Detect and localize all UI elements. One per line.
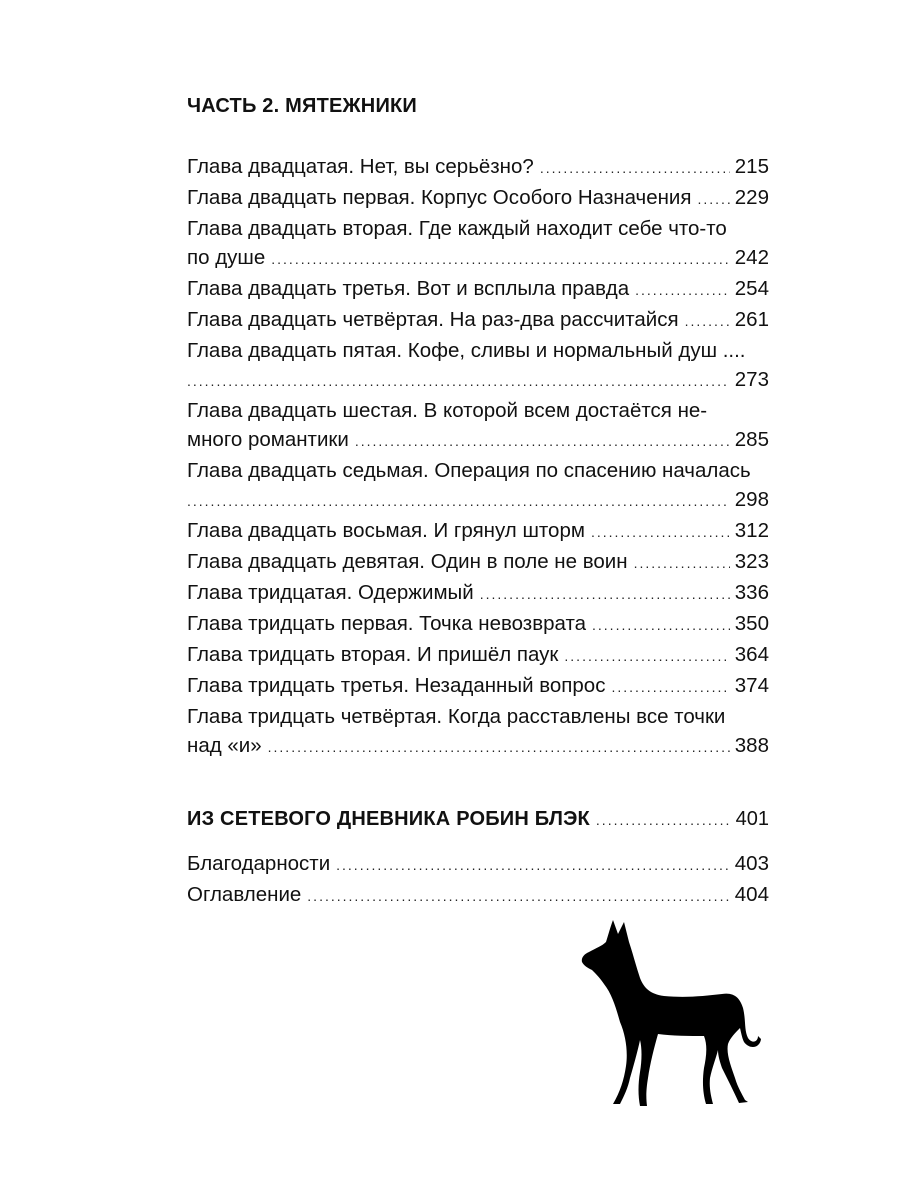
toc-entry-24[interactable]: [187, 305, 769, 336]
toc-entry-title: Глава тридцать вторая. И пришёл паук: [187, 643, 559, 666]
toc-entry-page: 273: [734, 368, 769, 391]
toc-entry-contents[interactable]: [187, 880, 769, 911]
toc-entry-title-cont: по душе: [187, 246, 266, 269]
toc-entry-page: 336: [734, 581, 769, 604]
toc-entry-29[interactable]: [187, 547, 769, 578]
leader-dots: [268, 733, 730, 762]
toc-entry-title: Глава тридцать первая. Точка невозврата: [187, 612, 587, 635]
leader-dots: [634, 549, 730, 578]
toc-entry-page: 242: [734, 246, 769, 269]
toc-entry-title: Глава тридцать третья. Незаданный вопрос: [187, 674, 606, 697]
toc-entry-page: 323: [734, 550, 769, 573]
toc-entry-22[interactable]: [187, 214, 769, 274]
toc-entry-title: Глава двадцать третья. Вот и всплыла правда: [187, 277, 630, 300]
toc-entry-26[interactable]: [187, 396, 769, 456]
leader-dots: [564, 642, 729, 671]
toc-page: [187, 92, 769, 911]
toc-entry-page: 403: [734, 852, 769, 875]
toc-entry-23[interactable]: [187, 274, 769, 305]
leader-dots: [187, 487, 730, 516]
toc-entry-30[interactable]: [187, 578, 769, 609]
leader-dots: [187, 367, 730, 396]
section-page: 401: [735, 808, 769, 830]
toc-entry-title: Глава двадцать девятая. Один в поле не воин: [187, 550, 628, 573]
leader-dots: [592, 611, 730, 640]
toc-entry-page: 261: [734, 308, 769, 331]
toc-entry-page: 350: [734, 612, 769, 635]
toc-entry-20[interactable]: [187, 152, 769, 183]
toc-entry-page: 388: [734, 734, 769, 757]
toc-entry-title: Глава двадцать первая. Корпус Особого Назначения: [187, 186, 692, 209]
toc-entry-page: 285: [734, 428, 769, 451]
leader-dots: [271, 245, 730, 274]
section-entry-diary[interactable]: [187, 804, 769, 835]
leader-dots: [540, 154, 730, 183]
leader-dots: [480, 580, 730, 609]
toc-entry-page: 215: [734, 155, 769, 178]
toc-entry-title: Глава двадцать седьмая. Операция по спасению началась: [187, 459, 751, 482]
toc-entry-title: Оглавление: [187, 883, 302, 906]
toc-entry-title: Глава тридцать четвёртая. Когда расставлены все точки: [187, 705, 726, 728]
toc-entry-title: Глава двадцатая. Нет, вы серьёзно?: [187, 155, 534, 178]
leader-dots: [591, 518, 730, 547]
leader-dots: [685, 307, 730, 336]
toc-entry-27[interactable]: [187, 456, 769, 516]
toc-entry-title: Глава двадцать вторая. Где каждый находит себе что-то: [187, 217, 727, 240]
dog-silhouette-icon: [580, 912, 762, 1112]
toc-entry-page: 254: [734, 277, 769, 300]
toc-entry-page: 298: [734, 488, 769, 511]
toc-entry-acknowledgements[interactable]: [187, 849, 769, 880]
back-matter-list: [187, 849, 769, 911]
leader-dots: [635, 276, 730, 305]
toc-entry-page: 229: [734, 186, 769, 209]
leader-dots: [596, 805, 731, 835]
leader-dots: [307, 882, 729, 911]
toc-entry-title: Благодарности: [187, 852, 331, 875]
toc-entry-title: Глава двадцать четвёртая. На раз-два рассчитайся: [187, 308, 679, 331]
leader-dots: [355, 427, 730, 456]
toc-entry-title: Глава тридцатая. Одержимый: [187, 581, 474, 604]
toc-entry-page: 374: [734, 674, 769, 697]
toc-entry-title: Глава двадцать пятая. Кофе, сливы и нормальный душ ....: [187, 339, 746, 362]
toc-entry-25[interactable]: [187, 336, 769, 396]
part-title: ЧАСТЬ 2. МЯТЕЖНИКИ: [187, 95, 417, 117]
toc-entry-title-cont: много романтики: [187, 428, 349, 451]
leader-dots: [697, 185, 729, 214]
leader-dots: [611, 673, 729, 702]
toc-entry-21[interactable]: [187, 183, 769, 214]
toc-entry-page: 404: [734, 883, 769, 906]
toc-entry-33[interactable]: [187, 671, 769, 702]
toc-list: [187, 152, 769, 762]
toc-entry-title: Глава двадцать восьмая. И грянул шторм: [187, 519, 585, 542]
toc-entry-title-cont: над «и»: [187, 734, 262, 757]
toc-entry-title: Глава двадцать шестая. В которой всем достаётся не-: [187, 399, 708, 422]
toc-entry-34[interactable]: [187, 702, 769, 762]
toc-entry-28[interactable]: [187, 516, 769, 547]
toc-entry-32[interactable]: [187, 640, 769, 671]
toc-entry-31[interactable]: [187, 609, 769, 640]
toc-entry-page: 364: [734, 643, 769, 666]
toc-entry-page: 312: [734, 519, 769, 542]
section-title: ИЗ СЕТЕВОГО ДНЕВНИКА РОБИН БЛЭК: [187, 808, 590, 830]
leader-dots: [336, 851, 730, 880]
